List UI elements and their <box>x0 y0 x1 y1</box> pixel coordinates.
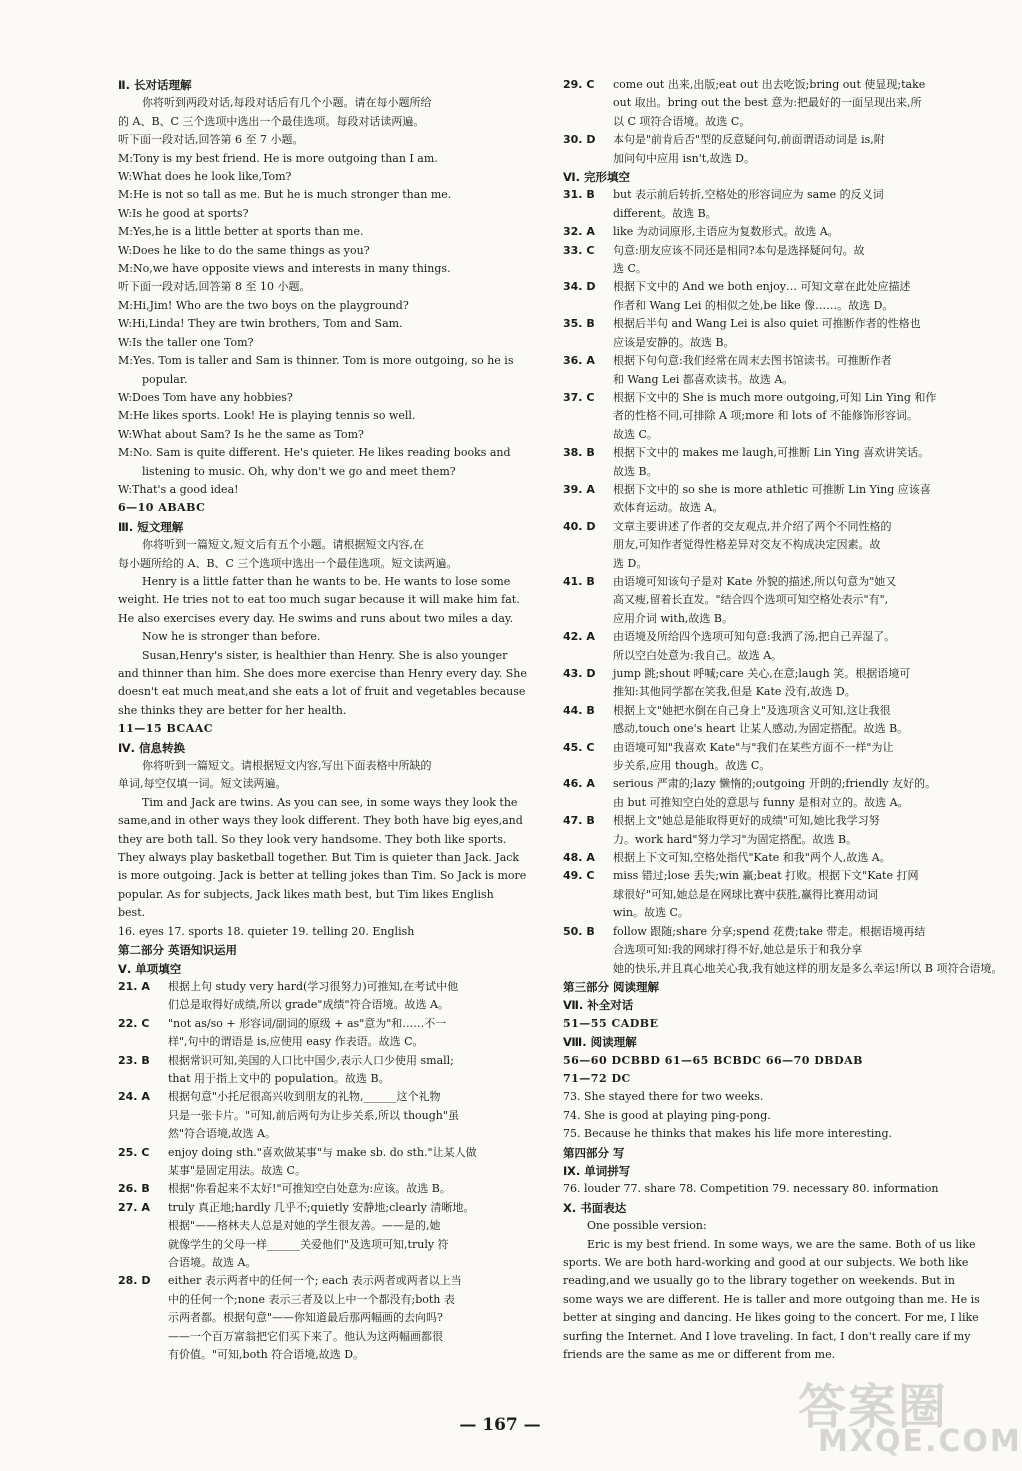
item-text-line: 根据句意"小托尼很高兴收到朋友的礼物,______这个礼物 <box>168 1090 441 1104</box>
item-number: 42. A <box>563 630 595 644</box>
answer-line: 74. She is good at playing ping-pong. <box>563 1108 771 1122</box>
explanation-item <box>563 812 975 849</box>
item-text-line: 根据上文"她总是能取得更好的成绩"可知,她比我学习努 <box>613 814 880 828</box>
passage-line: same,and in other ways they look different. They both have big eyes,and <box>118 814 523 828</box>
intro-line: 听下面一段对话,回答第 8 至 10 小题。 <box>118 280 311 294</box>
dialogue-line: popular. <box>142 372 188 386</box>
item-number: 37. C <box>563 390 595 404</box>
item-text <box>613 278 975 315</box>
item-text <box>613 76 975 131</box>
explanation-list <box>563 186 1003 977</box>
item-text-line: 根据上文"她把水倒在自己身上"及选项含义可知,这让我很 <box>613 703 891 717</box>
dialogue-line: W:What does he look like,Tom? <box>118 170 292 184</box>
part-3-title: 第三部分 阅读理解 <box>563 979 660 994</box>
item-text-line: that 用于指上文中的 population。故选 B。 <box>168 1071 390 1085</box>
item-text <box>168 1272 523 1364</box>
explanation-item <box>118 1180 523 1198</box>
essay-line: reading,and we usually go to the library together on weekends. But in <box>563 1274 955 1288</box>
item-text-line: 根据下文中的 makes me laugh,可推断 Lin Ying 喜欢讲笑话。 <box>613 446 930 460</box>
watermark-url: MXQE.COM <box>818 1424 1022 1459</box>
item-text-line: different。故选 B。 <box>613 206 717 220</box>
dialogue-line: M:He likes sports. Look! He is playing tennis so well. <box>118 409 416 423</box>
item-text-line: ——一个百万富翁把它们买下来了。他认为这两幅画都很 <box>168 1329 443 1343</box>
item-number: 36. A <box>563 354 595 368</box>
item-text <box>613 923 1003 978</box>
item-text-line: miss 错过;lose 丢失;win 赢;beat 打败。根据下文"Kate 打网 <box>613 869 919 883</box>
dialogue-line: M:Yes,he is a little better at sports than me. <box>118 225 364 239</box>
intro-line: 你将听到两段对话,每段对话后有几个小题。请在每小题所给 <box>142 96 432 110</box>
item-text-line: 由语境可知"我喜欢 Kate"与"我们在某些方面不一样"为让 <box>613 740 894 754</box>
item-number: 24. A <box>118 1090 150 1104</box>
item-text-line: 合选项可知:我的网球打得不好,她总是乐于和我分享 <box>613 943 863 957</box>
item-text-line: 欢体育运动。故选 A。 <box>613 501 724 515</box>
item-text-line: out 取出。bring out the best 意为:把最好的一面呈现出来,所 <box>613 96 922 110</box>
item-text <box>613 481 975 518</box>
intro-line: 听下面一段对话,回答第 6 至 7 小题。 <box>118 133 304 147</box>
dialogue-line: M:Tony is my best friend. He is more outgoing than I am. <box>118 151 438 165</box>
item-text-line: 合语境。故选 A。 <box>168 1256 257 1269</box>
item-text <box>168 1180 523 1198</box>
explanation-item <box>118 1015 523 1052</box>
item-text-line: 根据"——格林夫人总是对她的学生很友善。——是的,她 <box>168 1219 441 1233</box>
item-text-line: 故选 C。 <box>613 427 658 441</box>
explanation-item <box>563 702 975 739</box>
watermark-text: 答案圈 <box>798 1379 949 1435</box>
item-text-line: 文章主要讲述了作者的交友观点,并介绍了两个不同性格的 <box>613 519 892 533</box>
passage-line: He also exercises every day. He swims and runs about two miles a day. <box>118 611 514 625</box>
explanation-item <box>563 867 975 922</box>
item-text-line: 样",句中的谓语是 is,应使用 easy 作表语。故选 C。 <box>168 1035 424 1049</box>
version-label: One possible version: <box>587 1219 707 1233</box>
item-text-line: 推知:其他同学都在笑我,但是 Kate 没有,故选 D。 <box>613 685 856 699</box>
dialogue-line: M:Hi,Jim! Who are the two boys on the playground? <box>118 298 409 312</box>
passage-line: Susan,Henry's sister, is healthier than Henry. She is also younger <box>142 648 508 662</box>
section-2-title: Ⅱ. 长对话理解 <box>118 78 192 92</box>
item-text-line: 由语境及所给四个选项可知句意:我洒了汤,把自己弄湿了。 <box>613 630 896 644</box>
item-number: 27. A <box>118 1200 150 1214</box>
item-text-line: follow 跟随;share 分享;spend 花费;take 带走。根据语境再结 <box>613 924 926 938</box>
explanation-item <box>118 1199 523 1273</box>
item-number: 44. B <box>563 703 595 717</box>
item-text-line: 有价值。"可知,both 符合语境,故选 D。 <box>168 1348 365 1362</box>
item-number: 40. D <box>563 519 596 533</box>
section-7-title: Ⅶ. 补全对话 <box>563 998 634 1013</box>
item-text <box>613 849 975 867</box>
item-text-line: 力。work hard"努力学习"为固定搭配。故选 B。 <box>613 832 858 846</box>
item-text-line: 然"符合语境,故选 A。 <box>168 1127 276 1141</box>
dialogue-line: M:No,we have opposite views and interests in many things. <box>118 262 451 276</box>
item-text-line: 根据后半句 and Wang Lei is also quiet 可推断作者的性格也 <box>613 317 921 331</box>
item-text-line: 高又瘦,留着长直发。"结合四个选项可知空格处表示"有", <box>613 593 889 607</box>
item-text-line: 作者和 Wang Lei 的相似之处,be like 像……。故选 D。 <box>613 298 894 312</box>
item-text-line: 根据下句句意:我们经常在周末去图书馆读书。可推断作者 <box>613 354 892 368</box>
explanation-item <box>563 923 1003 978</box>
passage-line: Henry is a little fatter than he wants to be. He wants to lose some <box>142 574 511 588</box>
section-6-title: Ⅵ. 完形填空 <box>563 170 631 185</box>
explanation-item <box>563 628 975 665</box>
item-text <box>613 315 975 352</box>
item-number: 43. D <box>563 667 596 680</box>
essay-line: friends are the same as me or different from me. <box>563 1348 836 1362</box>
item-number: 28. D <box>118 1274 151 1288</box>
item-text <box>613 775 975 812</box>
item-number: 39. A <box>563 482 595 496</box>
explanation-item <box>563 186 975 223</box>
item-text-line: 根据常识可知,美国的人口比中国少,表示人口少使用 small; <box>168 1053 454 1067</box>
explanation-item <box>118 1272 523 1364</box>
explanation-item <box>563 849 975 867</box>
item-text-line: come out 出来,出版;eat out 出去吃饭;bring out 使显现;take <box>613 78 926 91</box>
item-text-line: 她的快乐,并且真心地关心我,我有她这样的朋友是多么幸运!所以 B 项符合语境。 <box>613 961 1003 975</box>
item-number: 49. C <box>563 869 595 883</box>
item-text <box>168 1088 523 1143</box>
intro-line: 你将听到一篇短文,短文后有五个小题。请根据短文内容,在 <box>142 538 424 552</box>
item-number: 31. B <box>563 188 595 202</box>
passage-line: Tim and Jack are twins. As you can see, in some ways they look the <box>142 795 518 809</box>
item-text-line: like 为动词原形,主语应为复数形式。故选 A。 <box>613 225 839 239</box>
answer-key: 6—10 ABABC <box>118 501 206 515</box>
item-text-line: 应该是安静的。故选 B。 <box>613 335 735 349</box>
right-column <box>563 76 1003 1364</box>
explanation-item <box>118 1052 523 1089</box>
item-text-line: either 表示两者中的任何一个; each 表示两者或两者以上当 <box>168 1274 462 1288</box>
item-text <box>168 1015 523 1052</box>
item-text-line: 示两者都。根据句意"——你知道最后那两幅画的去向吗? <box>168 1311 443 1325</box>
item-text <box>613 389 975 444</box>
item-text-line: 就像学生的父母一样______关爱他们"及选项可知,truly 符 <box>168 1237 449 1251</box>
passage-line: weight. He tries not to eat too much sugar because it will make him fat. <box>118 593 520 607</box>
section-9-title: Ⅸ. 单词拼写 <box>563 1163 631 1178</box>
item-text-line: 某事"是固定用法。故选 C。 <box>168 1163 306 1177</box>
item-text-line: 所以空白处意为:我自己。故选 A。 <box>613 648 783 662</box>
dialogue-line: W:Is he good at sports? <box>118 206 249 220</box>
item-number: 29. C <box>563 78 595 91</box>
item-text <box>613 628 975 665</box>
item-text-line: 们总是取得好成绩,所以 grade"成绩"符合语境。故选 A。 <box>168 998 449 1012</box>
item-text <box>168 978 523 1015</box>
explanation-item <box>563 573 975 628</box>
left-column <box>118 76 527 1364</box>
explanation-item <box>563 739 975 776</box>
item-number: 32. A <box>563 225 595 239</box>
item-text <box>613 702 975 739</box>
dialogue-line: W:What about Sam? Is he the same as Tom? <box>118 427 364 441</box>
answer-line: 75. Because he thinks that makes his life more interesting. <box>563 1127 893 1141</box>
passage-line: is more outgoing. Jack is better at telling jokes than Tim. So Jack is more <box>118 869 527 883</box>
section-10-title: Ⅹ. 书面表达 <box>563 1200 627 1215</box>
item-text <box>168 1199 523 1273</box>
item-text <box>613 665 975 702</box>
answer-key: 16. eyes 17. sports 18. quieter 19. telling 20. English <box>118 924 415 938</box>
item-text-line: "not as/so + 形容词/副词的原级 + as"意为"和……不一 <box>168 1016 447 1030</box>
item-text-line: 本句是"前肯后否"型的反意疑问句,前面谓语动词是 is,附 <box>613 133 885 147</box>
item-text <box>613 518 975 573</box>
item-text-line: 故选 B。 <box>613 464 658 478</box>
explanation-item <box>563 131 975 168</box>
intro-line: 的 A、B、C 三个选项中选出一个最佳选项。每段对话读两遍。 <box>118 114 425 128</box>
item-text <box>613 739 975 776</box>
passage-line: they are both tall. So they look very handsome. They both like sports. <box>118 832 507 846</box>
explanation-item <box>563 242 975 279</box>
dialogue-line: M:He is not so tall as me. But he is much stronger than me. <box>118 188 452 202</box>
item-text-line: 感动,touch one's heart 让某人感动,为固定搭配。故选 B。 <box>613 722 909 736</box>
item-text-line: 根据下文中的 She is much more outgoing,可知 Lin Ying 和作 <box>613 390 937 404</box>
item-number: 50. B <box>563 924 595 938</box>
essay-line: better at singing and dancing. He likes going to the concert. For me, I like <box>563 1311 979 1325</box>
item-text-line: truly 真正地;hardly 几乎不;quietly 安静地;clearly 清晰地。 <box>168 1200 475 1214</box>
essay-line: Eric is my best friend. In some ways, we are the same. Both of us like <box>587 1237 976 1251</box>
item-text-line: but 表示前后转折,空格处的形容词应为 same 的反义词 <box>613 188 884 202</box>
item-number: 38. B <box>563 446 595 460</box>
page-number: — 167 — <box>459 1415 541 1435</box>
explanation-item <box>563 315 975 352</box>
item-text-line: win。故选 C。 <box>613 906 689 920</box>
item-text-line: 以 C 项符合语境。故选 C。 <box>613 114 751 128</box>
item-text-line: 步关系,应用 though。故选 C。 <box>613 759 771 773</box>
explanation-item <box>563 775 975 812</box>
item-text-line: 选 C。 <box>613 262 647 276</box>
answer-key: 56—60 DCBBD 61—65 BCBDC 66—70 DBDAB <box>563 1053 863 1067</box>
item-text-line: 和 Wang Lei 都喜欢读书。故选 A。 <box>613 372 794 386</box>
explanation-item <box>563 76 975 131</box>
item-text-line: jump 跳;shout 呼喊;care 关心,在意;laugh 笑。根据语境可 <box>613 667 911 680</box>
explanation-list <box>563 76 975 168</box>
item-text-line: 应用介词 with,故选 B。 <box>613 611 734 625</box>
item-text-line: 根据上下文可知,空格处指代"Kate 和我"两个人,故选 A。 <box>613 851 891 865</box>
item-number: 47. B <box>563 814 595 828</box>
dialogue-line: W:Hi,Linda! They are twin brothers, Tom and Sam. <box>118 317 403 331</box>
essay-line: surfing the Internet. And I love traveling. In fact, I don't really care if my <box>563 1329 971 1343</box>
section-4-title: Ⅳ. 信息转换 <box>118 740 186 755</box>
item-text <box>613 812 975 849</box>
item-text-line: 球很好"可知,她总是在网球比赛中获胜,赢得比赛用动词 <box>613 887 879 901</box>
dialogue-line: M:Yes. Tom is taller and Sam is thinner. Tom is more outgoing, so he is <box>118 354 514 368</box>
answer-key: 76. louder 77. share 78. Competition 79. necessary 80. information <box>563 1182 939 1196</box>
explanation-item <box>563 481 975 518</box>
explanation-item <box>563 444 975 481</box>
dialogue-line: M:No. Sam is quite different. He's quieter. He likes reading books and <box>118 446 511 460</box>
explanation-item <box>563 389 975 444</box>
passage-line: best. <box>118 906 146 920</box>
explanation-item <box>563 665 975 702</box>
item-text <box>168 1144 523 1181</box>
explanation-item <box>563 352 975 389</box>
item-text <box>168 1052 523 1089</box>
item-number: 22. C <box>118 1016 150 1030</box>
explanation-item <box>118 1144 523 1181</box>
intro-line: 每小题所给的 A、B、C 三个选项中选出一个最佳选项。短文读两遍。 <box>118 556 458 570</box>
passage-line: Now he is stronger than before. <box>142 630 321 644</box>
item-text-line: 句意:朋友应该不同还是相同?本句是选择疑问句。故 <box>613 243 865 257</box>
item-text-line: 由 but 可推知空白处的意思与 funny 是相对立的。故选 A。 <box>613 795 909 809</box>
essay-line: sports. We are both hard-working and good at our subjects. We both like <box>563 1256 969 1269</box>
passage-line: popular. As for subjects, Jack likes math best, but Tim likes English <box>118 887 494 901</box>
item-number: 35. B <box>563 317 595 331</box>
section-3-title: Ⅲ. 短文理解 <box>118 519 184 534</box>
item-text-line: 根据"你看起来不太好!"可推知空白处意为:应该。故选 B。 <box>168 1182 451 1196</box>
dialogue-line: W:Does Tom have any hobbies? <box>118 390 293 404</box>
item-text <box>613 223 975 241</box>
item-number: 46. A <box>563 777 595 791</box>
item-number: 21. A <box>118 979 150 993</box>
explanation-item <box>563 278 975 315</box>
explanation-list <box>118 978 523 1365</box>
item-text-line: 根据下文中的 And we both enjoy… 可知文章在此处应描述 <box>613 280 911 294</box>
item-text-line: 中的任何一个;none 表示三者及以上中一个都没有;both 表 <box>168 1292 455 1306</box>
item-text <box>613 131 975 168</box>
item-text-line: enjoy doing sth."喜欢做某事"与 make sb. do sth."让某人做 <box>168 1145 477 1159</box>
item-number: 26. B <box>118 1182 150 1196</box>
explanation-item <box>118 1088 523 1143</box>
explanation-item <box>563 518 975 573</box>
essay-line: some ways we are different. He is taller and more outgoing than me. He is <box>563 1292 980 1306</box>
item-text-line: 者的性格不同,可排除 A 项;more 和 lots of 不能修饰形容词。 <box>613 409 918 423</box>
section-5-title: Ⅴ. 单项填空 <box>118 961 182 976</box>
item-number: 48. A <box>563 851 595 865</box>
item-number: 45. C <box>563 740 595 754</box>
item-text-line: 加问句中应用 isn't,故选 D。 <box>613 151 756 165</box>
item-text <box>613 186 975 223</box>
passage-line: They always play basketball together. But Tim is quieter than Jack. Jack <box>118 851 520 865</box>
item-text-line: 根据上句 study very hard(学习很努力)可推知,在考试中他 <box>168 979 459 993</box>
item-text <box>613 352 975 389</box>
dialogue-line: W:Is the taller one Tom? <box>118 335 254 349</box>
intro-line: 你将听到一篇短文。请根据短文内容,写出下面表格中所缺的 <box>142 759 432 773</box>
item-text <box>613 242 975 279</box>
item-number: 34. D <box>563 280 596 294</box>
item-text <box>613 444 975 481</box>
item-number: 30. D <box>563 133 596 147</box>
answer-key: 51—55 CADBE <box>563 1016 659 1030</box>
item-number: 23. B <box>118 1053 150 1067</box>
dialogue-line: W:Does he like to do the same things as you? <box>118 243 370 257</box>
explanation-item <box>563 223 975 241</box>
passage-line: she thinks they are better for her health. <box>118 703 347 717</box>
dialogue-line: listening to music. Oh, why don't we go and meet them? <box>142 464 456 478</box>
dialogue-line: W:That's a good idea! <box>118 482 239 496</box>
answer-line: 73. She stayed there for two weeks. <box>563 1090 764 1104</box>
item-text-line: serious 严肃的;lazy 懒惰的;outgoing 开朗的;friendly 友好的。 <box>613 777 937 791</box>
item-number: 41. B <box>563 574 595 588</box>
intro-line: 单词,每空仅填一词。短文读两遍。 <box>118 777 287 791</box>
part-2-title: 第二部分 英语知识运用 <box>118 943 238 958</box>
item-number: 33. C <box>563 243 595 257</box>
answer-key: 71—72 DC <box>563 1071 631 1085</box>
passage-line: doesn't eat much meat,and she eats a lot of fruit and vegetables because <box>118 685 526 699</box>
explanation-item <box>118 978 523 1015</box>
item-text-line: 朋友,可知作者觉得性格差异对交友不构成决定因素。故 <box>613 538 881 552</box>
section-8-title: Ⅷ. 阅读理解 <box>563 1035 637 1050</box>
part-4-title: 第四部分 写 <box>563 1145 625 1160</box>
item-text-line: 根据下文中的 so she is more athletic 可推断 Lin Ying 应该喜 <box>613 482 931 496</box>
answer-key: 11—15 BCAAC <box>118 722 214 736</box>
passage-line: and thinner than him. She does more exercise than Henry every day. She <box>118 667 527 680</box>
item-number: 25. C <box>118 1145 150 1159</box>
item-text-line: 由语境可知该句子是对 Kate 外貌的描述,所以句意为"她又 <box>613 574 897 588</box>
item-text-line: 只是一张卡片。"可知,前后两句为让步关系,所以 though"虽 <box>168 1108 459 1122</box>
item-text <box>613 867 975 922</box>
item-text <box>613 573 975 628</box>
item-text-line: 选 D。 <box>613 556 648 570</box>
watermark-logo <box>788 1368 1022 1463</box>
